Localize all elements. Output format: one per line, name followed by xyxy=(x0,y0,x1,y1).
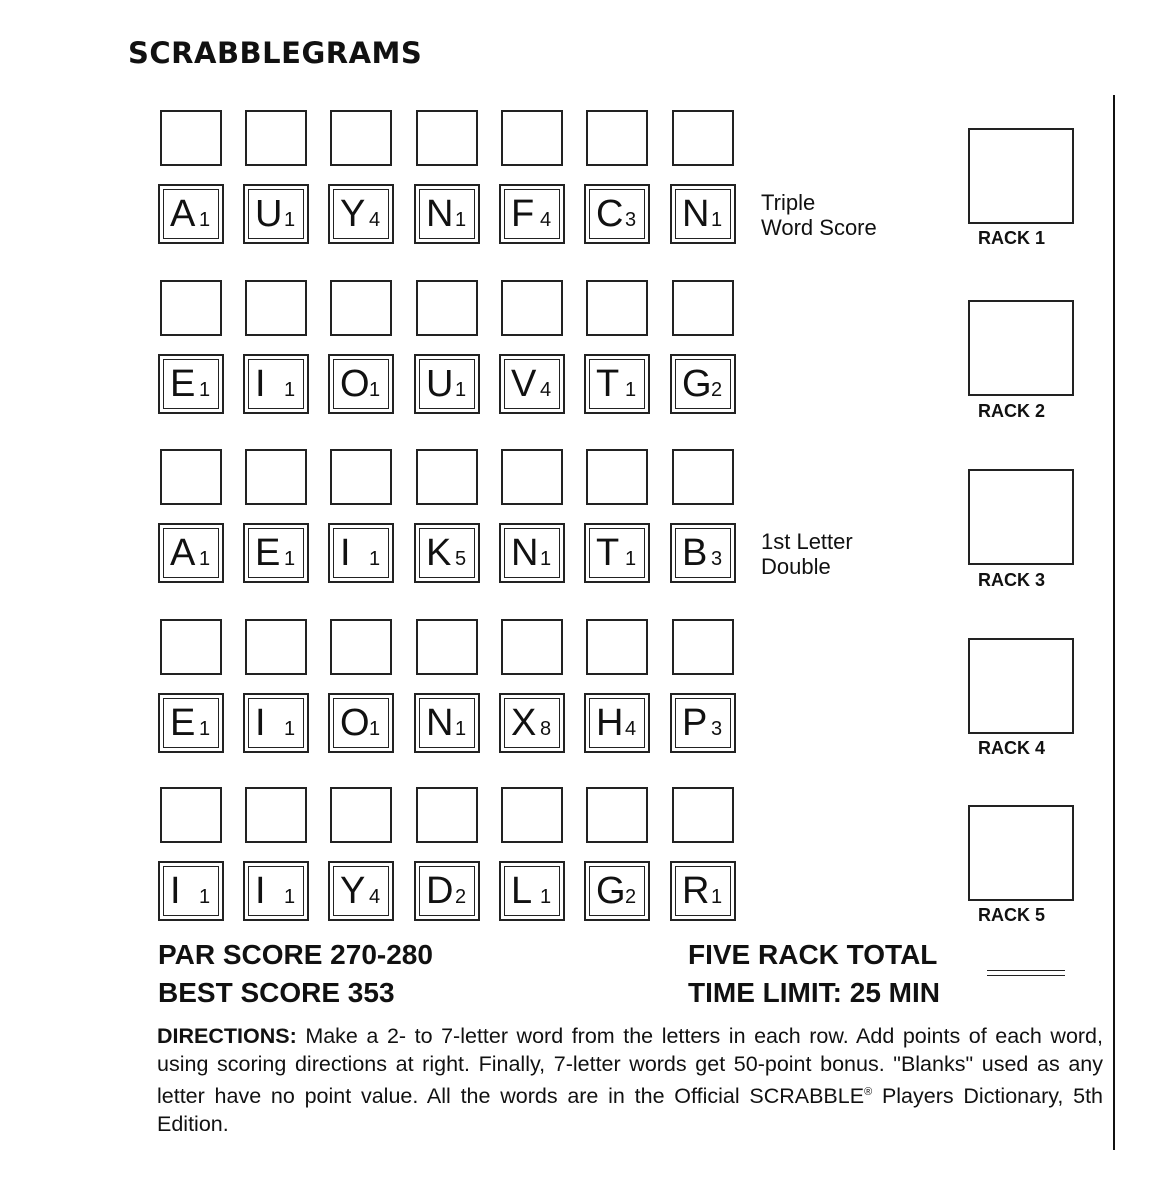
tile-points: 1 xyxy=(284,209,296,231)
directions-tail: Players Dictionary, 5th Edition. xyxy=(157,1084,1103,1137)
tile-letter: N xyxy=(426,193,454,235)
letter-tile xyxy=(243,523,309,583)
letter-tile xyxy=(158,523,224,583)
answer-box[interactable] xyxy=(330,280,392,336)
letter-tile xyxy=(158,354,224,414)
total-answer-underline xyxy=(987,975,1065,976)
tile-points: 4 xyxy=(540,209,552,231)
answer-box[interactable] xyxy=(501,619,563,675)
tile-letter: G xyxy=(596,870,626,912)
letter-tile xyxy=(499,861,565,921)
tile-letter: D xyxy=(426,870,454,912)
tile-letter: U xyxy=(255,193,283,235)
tile-letter: T xyxy=(596,363,620,405)
answer-box[interactable] xyxy=(586,280,648,336)
letter-tile xyxy=(670,523,736,583)
tile-points: 3 xyxy=(625,209,637,231)
scoring-note: Word Score xyxy=(761,215,877,240)
tile-points: 1 xyxy=(284,379,296,401)
answer-box[interactable] xyxy=(501,449,563,505)
answer-box[interactable] xyxy=(245,280,307,336)
letter-tile xyxy=(243,354,309,414)
tile-letter: N xyxy=(426,702,454,744)
letter-tile xyxy=(414,523,480,583)
par-score: PAR SCORE 270-280 xyxy=(158,939,433,970)
letter-tile xyxy=(584,693,650,753)
letter-tile xyxy=(328,861,394,921)
tile-letter: O xyxy=(340,363,370,405)
letter-tile xyxy=(243,693,309,753)
answer-box[interactable] xyxy=(245,449,307,505)
answer-box[interactable] xyxy=(672,619,734,675)
tile-points: 1 xyxy=(199,886,211,908)
tile-points: 4 xyxy=(625,718,637,740)
tile-points: 1 xyxy=(199,209,211,231)
directions-label: DIRECTIONS: xyxy=(157,1024,297,1048)
answer-box[interactable] xyxy=(586,449,648,505)
tile-letter: A xyxy=(170,532,196,574)
answer-box[interactable] xyxy=(160,787,222,843)
directions xyxy=(157,1022,1103,1138)
rack-label: RACK 3 xyxy=(978,570,1046,590)
scoring-note: Triple xyxy=(761,190,816,215)
letter-tile xyxy=(243,861,309,921)
answer-box[interactable] xyxy=(586,787,648,843)
answer-box[interactable] xyxy=(245,110,307,166)
tile-points: 1 xyxy=(284,718,296,740)
tile-letter: T xyxy=(596,532,620,574)
answer-box[interactable] xyxy=(330,110,392,166)
letter-tile xyxy=(584,354,650,414)
tile-points: 1 xyxy=(284,886,296,908)
rack-score-box[interactable] xyxy=(968,300,1074,396)
tile-letter: G xyxy=(682,363,712,405)
five-rack-total-label: FIVE RACK TOTAL xyxy=(688,939,938,970)
tile-letter: X xyxy=(511,702,537,744)
tile-points: 1 xyxy=(284,548,296,570)
directions-text: Make a 2- to 7-letter word from the letters in each row. Add points of each word, using scoring directions at right. Finally, 7-letter words get 50-point bonus. "Blanks" used as any letter have no point value. All the words are in the Official SCRABBLE xyxy=(157,1024,1103,1109)
answer-box[interactable] xyxy=(501,280,563,336)
tile-points: 5 xyxy=(455,548,467,570)
tile-points: 2 xyxy=(455,886,467,908)
answer-box[interactable] xyxy=(586,619,648,675)
answer-box[interactable] xyxy=(160,280,222,336)
letter-tile xyxy=(414,354,480,414)
answer-box[interactable] xyxy=(160,449,222,505)
answer-box[interactable] xyxy=(501,787,563,843)
answer-box[interactable] xyxy=(330,787,392,843)
tile-points: 3 xyxy=(711,548,723,570)
tile-letter: E xyxy=(170,702,196,744)
rack-label: RACK 4 xyxy=(978,738,1046,758)
letter-tile xyxy=(158,693,224,753)
tile-letter: N xyxy=(511,532,539,574)
tile-points: 4 xyxy=(540,379,552,401)
letter-tile xyxy=(584,861,650,921)
tile-points: 2 xyxy=(711,379,723,401)
answer-box[interactable] xyxy=(416,449,478,505)
tile-letter: N xyxy=(682,193,710,235)
rack-score-box[interactable] xyxy=(968,805,1074,901)
tile-points: 1 xyxy=(455,718,467,740)
letter-tile xyxy=(670,861,736,921)
tile-letter: Y xyxy=(340,193,366,235)
letter-tile xyxy=(414,184,480,244)
rack-score-box[interactable] xyxy=(968,469,1074,565)
tile-points: 1 xyxy=(540,548,552,570)
tile-points: 1 xyxy=(711,209,723,231)
tile-points: 1 xyxy=(455,379,467,401)
answer-box[interactable] xyxy=(672,449,734,505)
tile-letter: I xyxy=(255,363,266,405)
tile-points: 1 xyxy=(369,548,381,570)
tile-letter: I xyxy=(255,702,266,744)
letter-tile xyxy=(499,693,565,753)
answer-box[interactable] xyxy=(672,110,734,166)
tile-letter: H xyxy=(596,702,624,744)
answer-box[interactable] xyxy=(245,787,307,843)
tile-letter: R xyxy=(682,870,710,912)
answer-box[interactable] xyxy=(586,110,648,166)
total-answer-line[interactable] xyxy=(987,970,1065,971)
answer-box[interactable] xyxy=(672,787,734,843)
tile-points: 1 xyxy=(625,379,637,401)
answer-box[interactable] xyxy=(416,110,478,166)
tile-points: 3 xyxy=(711,718,723,740)
letter-tile xyxy=(158,861,224,921)
tile-points: 1 xyxy=(540,886,552,908)
letter-tile xyxy=(499,354,565,414)
letter-tile xyxy=(670,184,736,244)
letter-tile xyxy=(414,861,480,921)
answer-box[interactable] xyxy=(416,280,478,336)
scoring-note: 1st Letter xyxy=(761,529,853,554)
tile-points: 1 xyxy=(625,548,637,570)
scoring-note: Double xyxy=(761,554,831,579)
letter-tile xyxy=(243,184,309,244)
tile-letter: P xyxy=(682,702,708,744)
answer-box[interactable] xyxy=(160,619,222,675)
tile-points: 8 xyxy=(540,718,552,740)
tile-points: 1 xyxy=(199,718,211,740)
tile-points: 1 xyxy=(455,209,467,231)
tile-points: 4 xyxy=(369,886,381,908)
rack-label: RACK 1 xyxy=(978,228,1046,248)
answer-box[interactable] xyxy=(330,449,392,505)
answer-box[interactable] xyxy=(416,787,478,843)
tile-letter: E xyxy=(255,532,281,574)
answer-box[interactable] xyxy=(501,110,563,166)
letter-tile xyxy=(328,523,394,583)
tile-letter: Y xyxy=(340,870,366,912)
tile-letter: K xyxy=(426,532,452,574)
letter-tile xyxy=(670,693,736,753)
tile-letter: C xyxy=(596,193,624,235)
tile-letter: U xyxy=(426,363,454,405)
rack-label: RACK 2 xyxy=(978,401,1046,421)
tile-letter: F xyxy=(511,193,535,235)
tile-letter: I xyxy=(170,870,181,912)
answer-box[interactable] xyxy=(245,619,307,675)
tile-points: 1 xyxy=(199,379,211,401)
rack-score-box[interactable] xyxy=(968,128,1074,224)
tile-letter: O xyxy=(340,702,370,744)
column-divider xyxy=(1113,95,1115,1150)
tile-letter: E xyxy=(170,363,196,405)
tile-letter: L xyxy=(511,870,533,912)
letter-tile xyxy=(670,354,736,414)
tile-letter: I xyxy=(255,870,266,912)
letter-tile xyxy=(584,184,650,244)
tile-letter: B xyxy=(682,532,708,574)
answer-box[interactable] xyxy=(416,619,478,675)
tile-points: 1 xyxy=(369,718,381,740)
puzzle-title: SCRABBLEGRAMS xyxy=(128,36,423,70)
tile-points: 1 xyxy=(369,379,381,401)
tile-points: 1 xyxy=(199,548,211,570)
rack-score-box[interactable] xyxy=(968,638,1074,734)
letter-tile xyxy=(499,523,565,583)
letter-tile xyxy=(499,184,565,244)
answer-box[interactable] xyxy=(672,280,734,336)
tile-points: 4 xyxy=(369,209,381,231)
tile-points: 1 xyxy=(711,886,723,908)
rack-label: RACK 5 xyxy=(978,905,1046,925)
letter-tile xyxy=(584,523,650,583)
letter-tile xyxy=(158,184,224,244)
tile-letter: V xyxy=(511,363,537,405)
registered-mark: ® xyxy=(864,1086,873,1098)
best-score: BEST SCORE 353 xyxy=(158,977,395,1008)
answer-box[interactable] xyxy=(330,619,392,675)
tile-letter: A xyxy=(170,193,196,235)
letter-tile xyxy=(414,693,480,753)
tile-letter: I xyxy=(340,532,351,574)
time-limit: TIME LIMIT: 25 MIN xyxy=(688,977,940,1008)
letter-tile xyxy=(328,693,394,753)
tile-points: 2 xyxy=(625,886,637,908)
letter-tile xyxy=(328,184,394,244)
letter-tile xyxy=(328,354,394,414)
answer-box[interactable] xyxy=(160,110,222,166)
